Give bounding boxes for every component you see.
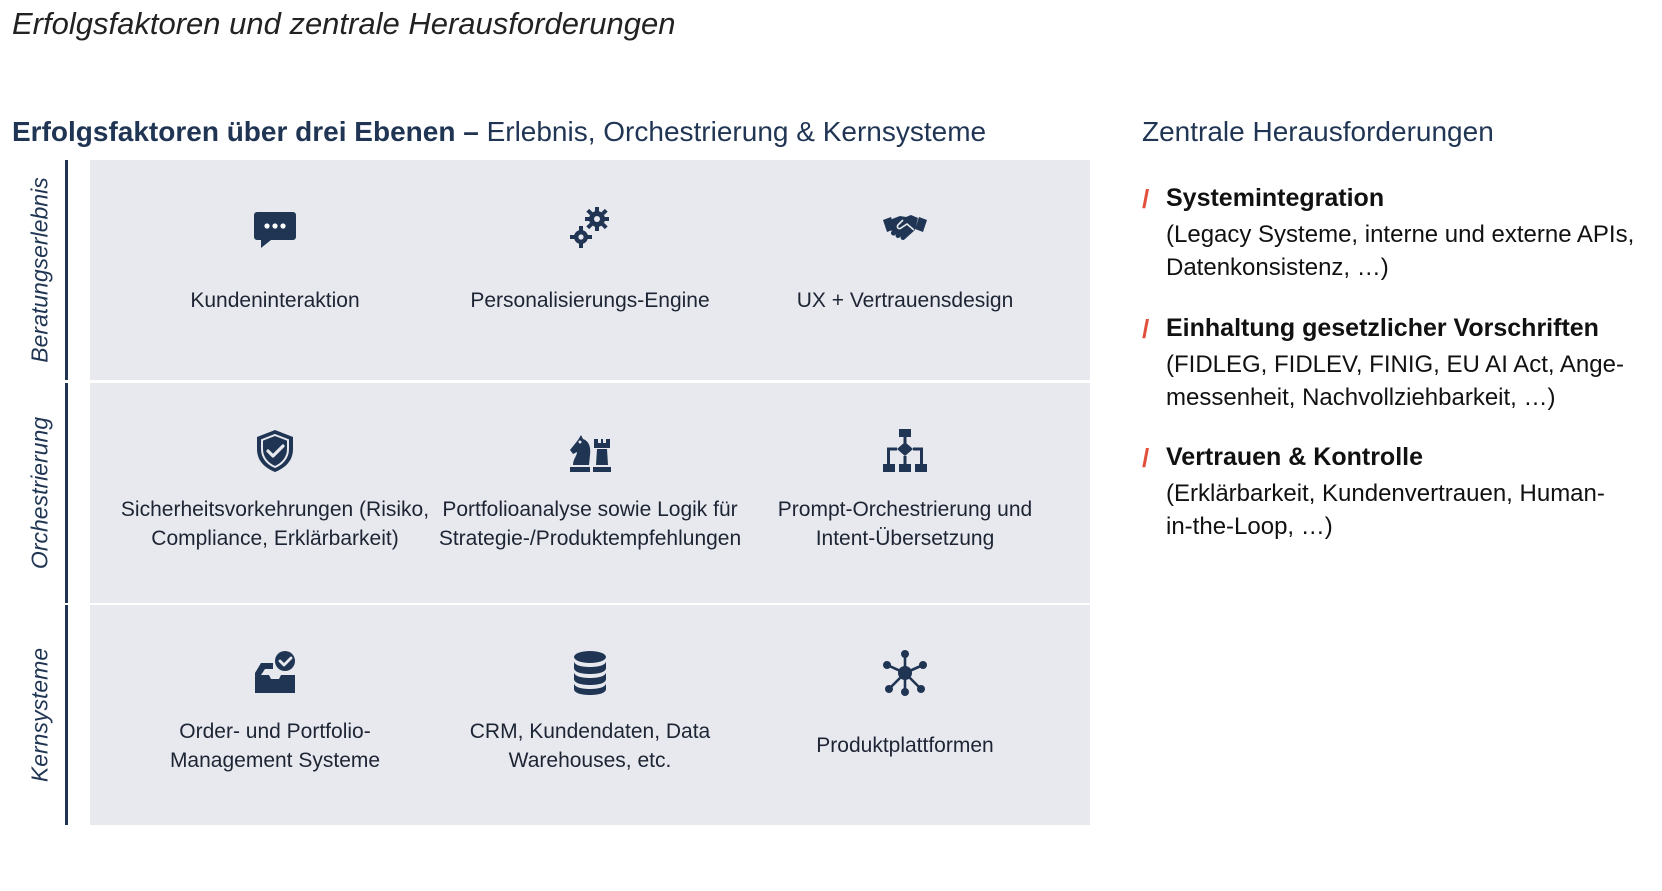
challenge-title: Vertrauen & Kontrolle	[1166, 443, 1423, 471]
level-divider-line	[65, 383, 68, 603]
flowchart-icon	[881, 427, 929, 475]
level-kernsysteme	[12, 605, 1092, 825]
level-box	[90, 160, 1090, 380]
factor-label: Prompt-Orchestrierung und Intent-Übersetzung	[777, 498, 1033, 550]
factor-label: UX + Vertrauensdesign	[796, 289, 1014, 312]
challenge-description: (FIDLEG, FIDLEV, FINIG, EU AI Act, Ange- messenheit, Nachvollziehbarkeit, …)	[1166, 351, 1624, 411]
level-label-container	[12, 160, 68, 380]
challenge-description: (Legacy Systeme, interne und externe APIs, Datenkonsistenz, …)	[1166, 221, 1635, 281]
slash-marker-icon: /	[1142, 443, 1150, 473]
page-title: Erfolgsfaktoren und zentrale Herausforderungen	[12, 6, 676, 41]
factor-cell	[110, 160, 440, 380]
slash-marker-icon: /	[1142, 184, 1150, 214]
chat-bubble-icon	[251, 204, 299, 252]
level-label: Kernsysteme	[26, 647, 53, 783]
level-label: Beratungserlebnis	[26, 177, 53, 363]
challenge-title: Einhaltung gesetzlicher Vorschriften	[1166, 314, 1599, 342]
factor-label: Order- und Portfolio- Management Systeme	[169, 720, 381, 772]
factor-label: Portfolioanalyse sowie Logik für Strategie-/Produktempfehlungen	[438, 498, 742, 550]
level-label-container	[12, 605, 68, 825]
database-icon	[566, 649, 614, 697]
factor-cell	[425, 383, 755, 603]
factor-label: Kundeninteraktion	[190, 289, 360, 312]
factor-cell	[740, 160, 1070, 380]
challenge-description: (Erklärbarkeit, Kundenvertrauen, Human- in-the-Loop, …)	[1166, 480, 1605, 540]
factor-cell	[425, 605, 755, 825]
factor-cell	[110, 383, 440, 603]
chess-pieces-icon	[566, 427, 614, 475]
factor-label: Sicherheitsvorkehrungen (Risiko, Compliance, Erklärbarkeit)	[120, 498, 430, 550]
left-heading	[12, 116, 986, 148]
slash-marker-icon: /	[1142, 314, 1150, 344]
factor-cell	[740, 605, 1070, 825]
inbox-check-icon	[251, 649, 299, 697]
level-divider-line	[65, 605, 68, 825]
level-divider-line	[65, 160, 68, 380]
level-beratungserlebnis	[12, 160, 1092, 380]
factor-cell	[740, 383, 1070, 603]
handshake-icon	[881, 204, 929, 252]
left-heading-strong: Erfolgsfaktoren über drei Ebenen –	[12, 116, 479, 147]
left-heading-light: Erlebnis, Orchestrierung & Kernsysteme	[486, 116, 987, 147]
network-hub-icon	[881, 649, 929, 697]
factor-label: Personalisierungs-Engine	[470, 289, 710, 312]
shield-check-icon	[251, 427, 299, 475]
factor-label: CRM, Kundendaten, Data Warehouses, etc.	[469, 720, 711, 772]
factor-label: Produktplattformen	[816, 734, 994, 757]
factor-cell	[110, 605, 440, 825]
challenge-title: Systemintegration	[1166, 184, 1385, 212]
level-label-container	[12, 383, 68, 603]
level-box	[90, 383, 1090, 603]
right-heading: Zentrale Herausforderungen	[1142, 116, 1494, 147]
level-box	[90, 605, 1090, 825]
gears-icon	[566, 204, 614, 252]
level-label: Orchestrierung	[26, 416, 53, 570]
factor-cell	[425, 160, 755, 380]
level-orchestrierung	[12, 383, 1092, 603]
